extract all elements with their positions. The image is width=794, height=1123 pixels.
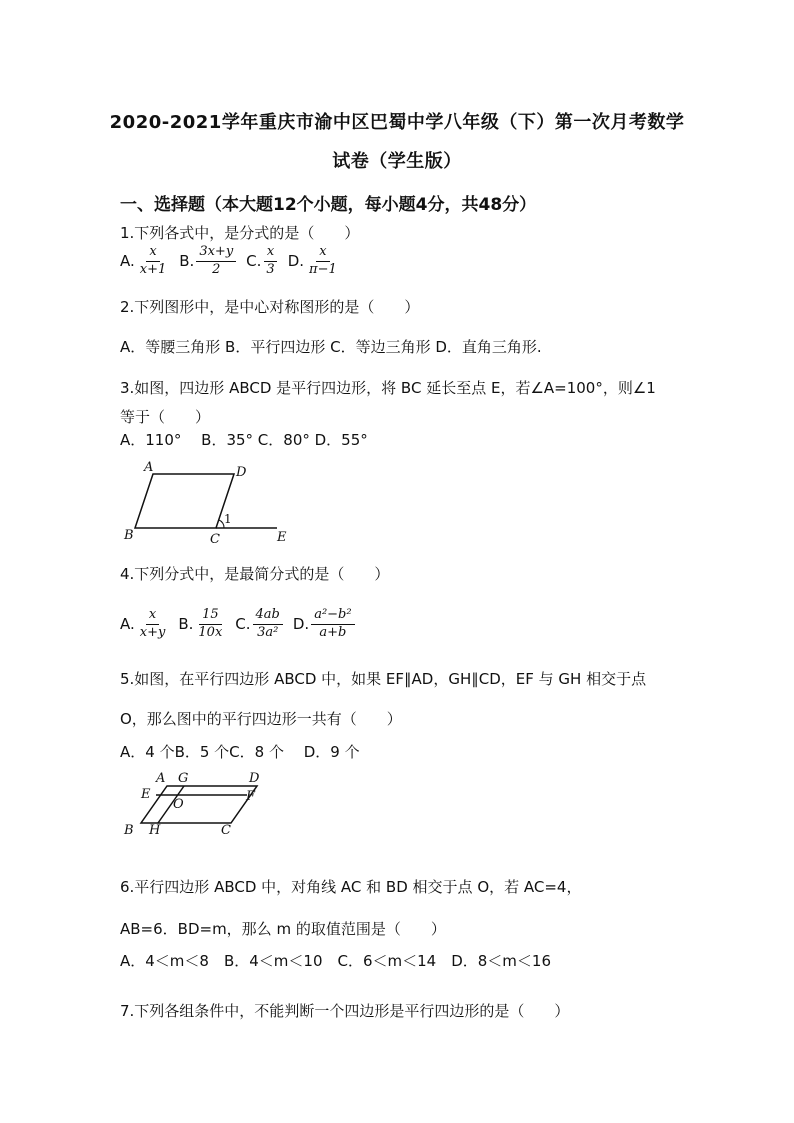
label-h: H [149, 823, 161, 838]
fraction: $\frac{x}{\pi-1}$ [309, 244, 337, 277]
question-5-stem-line-2: O，那么图中的平行四边形一共有（ ） [120, 710, 402, 728]
fraction: $\frac{\text{a²−b²}}{a+b}$ [311, 608, 354, 641]
question-5-stem-line-1: 5.如图，在平行四边形 ABCD 中，如果 EF∥AD，GH∥CD，EF 与 GH 相交于点 [120, 670, 647, 688]
label-d: D [236, 465, 247, 480]
question-4-options [120, 608, 365, 641]
label-angle-1: 1 [224, 512, 232, 526]
label-a: A [156, 771, 166, 786]
q1-option-d: D. $\frac{x}{\pi-1}$ [288, 245, 340, 278]
fraction: $\frac{x}{x+1}$ [139, 244, 167, 277]
question-4-stem: 4.下列分式中，是最简分式的是（ ） [120, 565, 390, 583]
label-e: E [277, 530, 287, 545]
exam-title-line-2: 试卷（学生版） [332, 151, 462, 172]
label-a: A [144, 460, 154, 475]
fraction: $\frac{4ab}{\text{3a²}}$ [253, 608, 283, 641]
question-3-stem-line-2: 等于（ ） [120, 408, 211, 426]
q4-option-b: B. $\frac{15}{10x}$ [178, 608, 225, 641]
question-6-stem-line-1: 6.平行四边形 ABCD 中，对角线 AC 和 BD 相交于点 O，若 AC=4， [120, 878, 582, 896]
question-5-figure [115, 766, 275, 841]
label-c: C [210, 532, 220, 547]
label-b: B [124, 528, 134, 543]
exam-title-line-1: 2020-2021学年重庆市渝中区巴蜀中学八年级（下）第一次月考数学 [109, 112, 685, 133]
parallelogram-abcd [141, 786, 257, 823]
q1-option-a: A. $\frac{x}{x+1}$ [120, 245, 169, 278]
fraction: $\frac{15}{10x}$ [198, 607, 223, 640]
fraction: $\frac{x}{x+y}$ [139, 607, 166, 640]
question-6-options: A．4＜m＜8 B．4＜m＜10 C．6＜m＜14 D．8＜m＜16 [120, 952, 552, 970]
question-2-stem: 2.下列图形中，是中心对称图形的是（ ） [120, 298, 420, 316]
question-3-stem-line-1: 3.如图，四边形 ABCD 是平行四边形，将 BC 延长至点 E，若∠A=100°，则∠1 [120, 379, 656, 397]
fraction: $\frac{x}{3}$ [263, 245, 277, 278]
q1-option-b: B. $\frac{3x+y}{2}$ [179, 245, 236, 278]
question-2-options: A．等腰三角形 B．平行四边形 C．等边三角形 D．直角三角形. [120, 338, 542, 356]
label-c: C [221, 823, 231, 838]
label-o: O [173, 797, 184, 812]
label-g: G [178, 771, 189, 786]
label-d: D [249, 771, 260, 786]
fraction: $\frac{3x+y}{2}$ [196, 245, 236, 278]
question-1-stem: 1.下列各式中，是分式的是（ ） [120, 224, 360, 242]
question-7-stem: 7.下列各组条件中，不能判断一个四边形是平行四边形的是（ ） [120, 1002, 570, 1020]
q1-option-c: C. $\frac{x}{3}$ [246, 245, 278, 278]
question-1-options [120, 245, 350, 278]
label-f: F [246, 789, 256, 804]
q4-option-a: A. $\frac{x}{x+y}$ [120, 608, 168, 641]
question-3-options: A．110° B．35° C．80° D．55° [120, 431, 368, 449]
q4-option-c: C. $\frac{4ab}{\text{3a²}}$ [235, 608, 283, 641]
label-e: E [141, 787, 151, 802]
label-b: B [124, 823, 134, 838]
question-6-stem-line-2: AB=6．BD=m，那么 m 的取值范围是（ ） [120, 920, 446, 938]
section-heading: 一、选择题（本大题12个小题，每小题4分，共48分） [120, 195, 537, 215]
q4-option-d: D. $\frac{\text{a²−b²}}{a+b}$ [293, 608, 355, 641]
question-5-options: A．4 个B．5 个C．8 个 D．9 个 [120, 743, 360, 761]
question-3-figure [115, 455, 305, 547]
